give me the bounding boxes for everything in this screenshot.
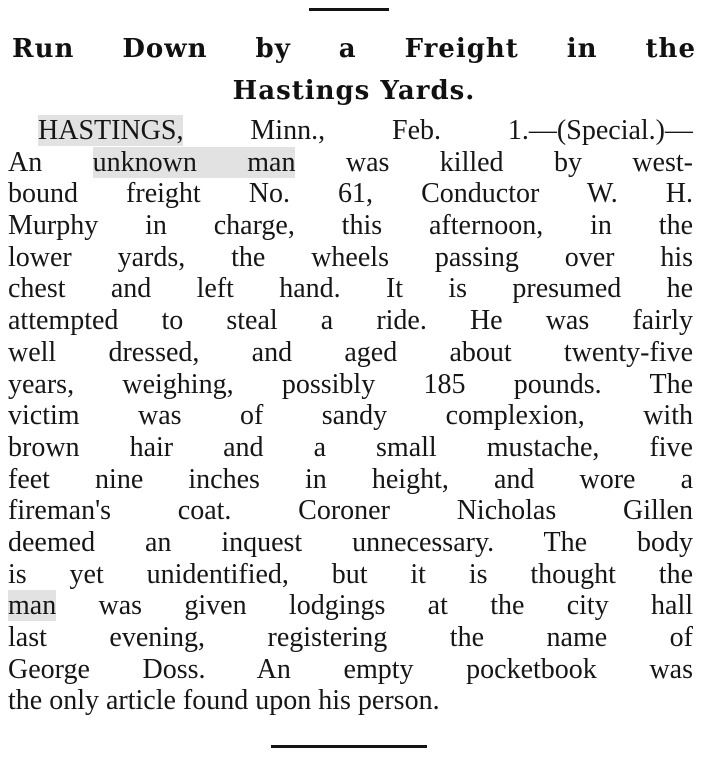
article-line-text: fireman's coat. Coroner Nicholas Gillen — [8, 495, 693, 527]
article-line-text: is yet unidentified, but it is thought the — [8, 558, 693, 590]
article-line-text: feet nine inches in height, and wore a — [8, 463, 693, 495]
dateline — [8, 115, 693, 147]
highlighted-term: unknown man — [92, 146, 296, 178]
article-text-lines — [8, 147, 693, 717]
headline-line-1: Run Down by a Freight in the — [12, 34, 696, 64]
dateline-place-highlight: HASTINGS, — [38, 115, 184, 146]
article-line-text: last evening, registering the name of — [8, 622, 693, 653]
article-line-text: attempted to steal a ride. He was fairly — [8, 305, 693, 337]
article-line — [8, 400, 693, 432]
article-line-text: bound freight No. 61, Conductor W. H. — [8, 178, 693, 210]
article-line-text: was killed by west- — [295, 146, 693, 178]
article-body — [8, 115, 693, 717]
article-line-text: years, weighing, possibly 185 pounds. The — [8, 368, 693, 400]
article-line — [8, 147, 693, 179]
article-line-text: the only article found upon his person. — [8, 685, 440, 717]
highlighted-term: man — [8, 590, 57, 622]
article-line — [8, 654, 693, 686]
article-line — [8, 178, 693, 210]
article-line-text: lower yards, the wheels passing over his — [8, 241, 693, 273]
article-line — [8, 590, 693, 622]
top-divider-rule — [309, 8, 389, 11]
article-line — [8, 559, 693, 591]
article-line — [8, 464, 693, 496]
article-line-text: An — [8, 146, 93, 178]
article-line — [8, 273, 693, 305]
article-line-text: well dressed, and aged about twenty-five — [8, 336, 693, 368]
article-line-text: deemed an inquest unnecessary. The body — [8, 526, 693, 558]
article-line-text: victim was of sandy complexion, with — [8, 400, 693, 432]
article-line — [8, 369, 693, 401]
article-line — [8, 432, 693, 464]
article-line — [8, 305, 693, 337]
article-line — [8, 337, 693, 369]
article-line — [8, 242, 693, 274]
bottom-divider-rule — [271, 745, 427, 748]
article-line — [8, 685, 693, 717]
article-line — [8, 210, 693, 242]
dateline-rest: Minn., Feb. 1.—(Special.)— — [250, 115, 693, 146]
headline-line-2: Hastings Yards. — [232, 76, 476, 106]
article-line — [8, 622, 693, 654]
article-line-text: George Doss. An empty pocketbook was — [8, 653, 693, 685]
article-line-text: was given lodgings at the city hall — [56, 590, 693, 622]
article-line — [8, 495, 693, 527]
article-line — [8, 527, 693, 559]
article-line-text: chest and left hand. It is presumed he — [8, 273, 693, 305]
article-line-text: Murphy in charge, this afternoon, in the — [8, 210, 693, 242]
article-line-text: brown hair and a small mustache, five — [8, 431, 693, 463]
